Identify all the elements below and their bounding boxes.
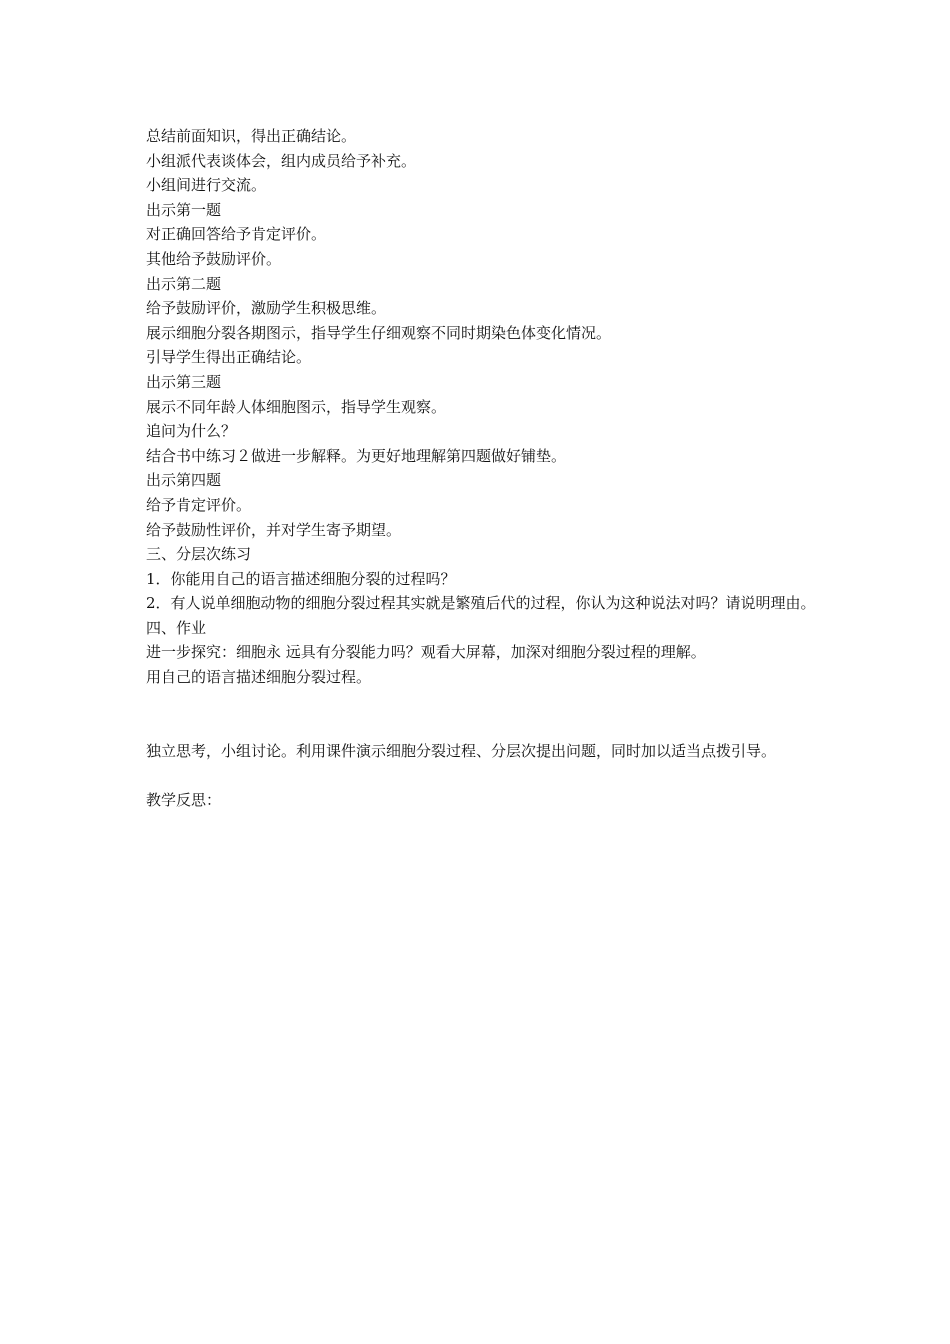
text-line: 出示第三题 — [146, 372, 222, 391]
spacer — [146, 763, 816, 788]
text-line: 展示细胞分裂各期图示，指导学生仔细观察不同时期染色体变化情况。 — [146, 323, 612, 342]
spacer — [146, 690, 816, 739]
section-heading: 三、分层次练习 — [146, 545, 252, 564]
text-line: 给予鼓励性评价，并对学生寄予期望。 — [146, 520, 402, 539]
text-line: 其他给予鼓励评价。 — [146, 249, 282, 268]
text-line: 进一步探究：细胞永 远具有分裂能力吗？观看大屏幕，加深对细胞分裂过程的理解。 — [146, 643, 706, 662]
text-line: 给予肯定评价。 — [146, 495, 252, 514]
text-line: 出示第四题 — [146, 471, 222, 490]
exercise-item: 2．有人说单细胞动物的细胞分裂过程其实就是繁殖后代的过程，你认为这种说法对吗？请说明理由。 — [146, 594, 816, 613]
text-line: 引导学生得出正确结论。 — [146, 348, 312, 367]
text-line: 展示不同年龄人体细胞图示，指导学生观察。 — [146, 397, 447, 416]
text-line: 给予鼓励评价，激励学生积极思维。 — [146, 299, 387, 318]
text-line: 对正确回答给予肯定评价。 — [146, 225, 327, 244]
document-body — [146, 124, 816, 813]
reflection-label: 教学反思： — [146, 791, 222, 810]
text-line: 总结前面知识，得出正确结论。 — [146, 127, 357, 145]
text-line: 追问为什么？ — [146, 422, 237, 441]
method-paragraph: 独立思考，小组讨论。利用课件演示细胞分裂过程、分层次提出问题，同时加以适当点拨引导。 — [146, 741, 777, 760]
text-line: 结合书中练习２做进一步解释。为更好地理解第四题做好铺垫。 — [146, 446, 567, 465]
text-line: 用自己的语言描述细胞分裂过程。 — [146, 668, 372, 687]
text-line: 出示第一题 — [146, 200, 222, 219]
section-heading: 四、作业 — [146, 618, 207, 637]
text-line: 小组派代表谈体会，组内成员给予补充。 — [146, 151, 417, 170]
exercise-item: 1．你能用自己的语言描述细胞分裂的过程吗？ — [146, 569, 456, 588]
text-line: 小组间进行交流。 — [146, 176, 267, 195]
text-line: 出示第二题 — [146, 274, 222, 293]
